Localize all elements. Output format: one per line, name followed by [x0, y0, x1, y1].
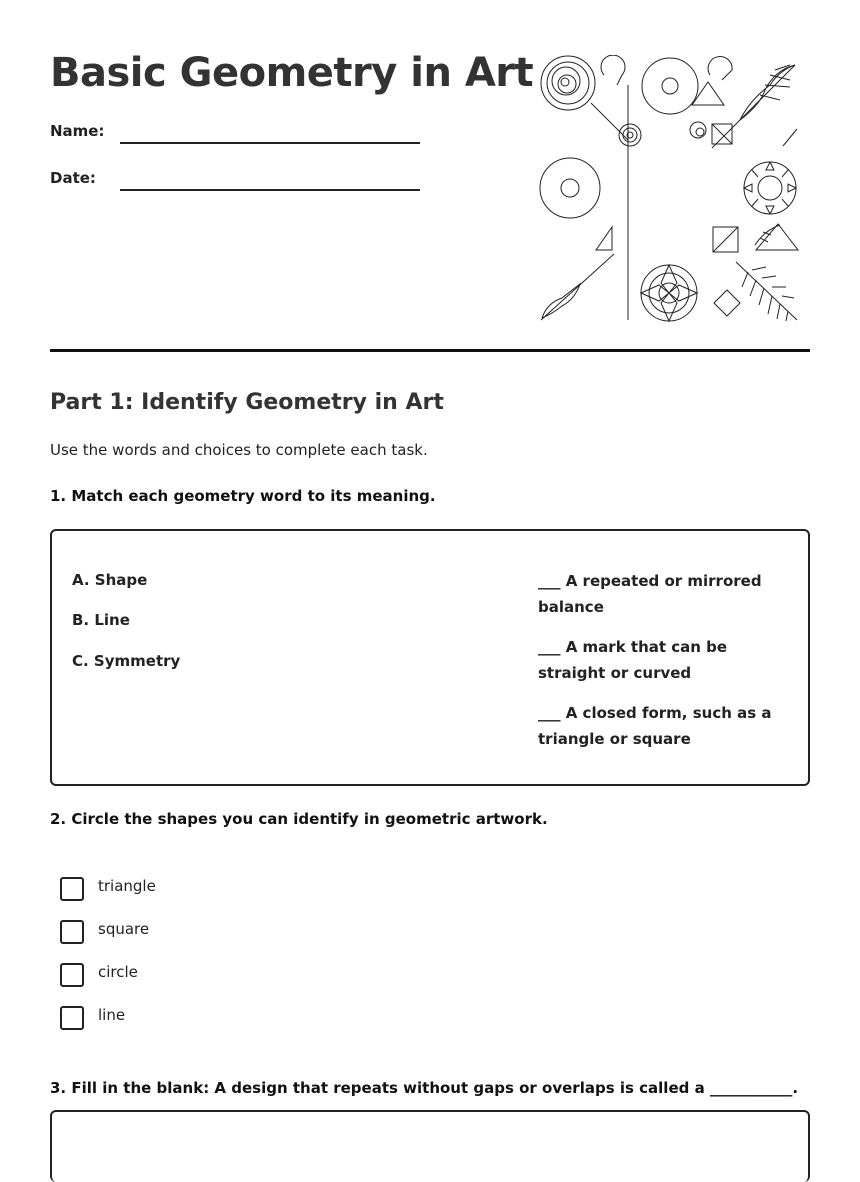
triangle-checkbox[interactable]: [60, 877, 84, 901]
option-label: line: [98, 1006, 126, 1024]
term-symmetry: C. Symmetry: [72, 652, 181, 670]
circle-checkbox[interactable]: [60, 963, 84, 987]
option-label: triangle: [98, 877, 156, 895]
part1-instructions: Use the words and choices to complete each task.: [50, 441, 428, 459]
question-1-prompt: 1. Match each geometry word to its meaning.: [50, 487, 436, 505]
matching-box: [50, 529, 810, 786]
part1-heading: Part 1: Identify Geometry in Art: [50, 390, 444, 415]
geometric-art-illustration: [537, 55, 802, 325]
name-label: Name:: [50, 122, 105, 140]
square-checkbox[interactable]: [60, 920, 84, 944]
definition-shape[interactable]: ___ A closed form, such as a triangle or square: [538, 704, 772, 748]
question-2-prompt: 2. Circle the shapes you can identify in geometric artwork.: [50, 810, 548, 828]
question-3-prompt: 3. Fill in the blank: A design that repeats without gaps or overlaps is called a ___________.: [50, 1079, 799, 1097]
option-label: circle: [98, 963, 138, 981]
answer-box[interactable]: [50, 1110, 810, 1182]
option-label: square: [98, 920, 150, 938]
date-label: Date:: [50, 169, 96, 187]
worksheet-title: Basic Geometry in Art: [50, 50, 534, 96]
header-divider: [50, 349, 810, 352]
term-shape: A. Shape: [72, 571, 148, 589]
name-field[interactable]: [120, 142, 420, 144]
definition-symmetry[interactable]: ___ A repeated or mirrored balance: [538, 572, 762, 616]
definition-line[interactable]: ___ A mark that can be straight or curved: [538, 638, 728, 682]
date-field[interactable]: [120, 189, 420, 191]
line-checkbox[interactable]: [60, 1006, 84, 1030]
term-line: B. Line: [72, 611, 130, 629]
